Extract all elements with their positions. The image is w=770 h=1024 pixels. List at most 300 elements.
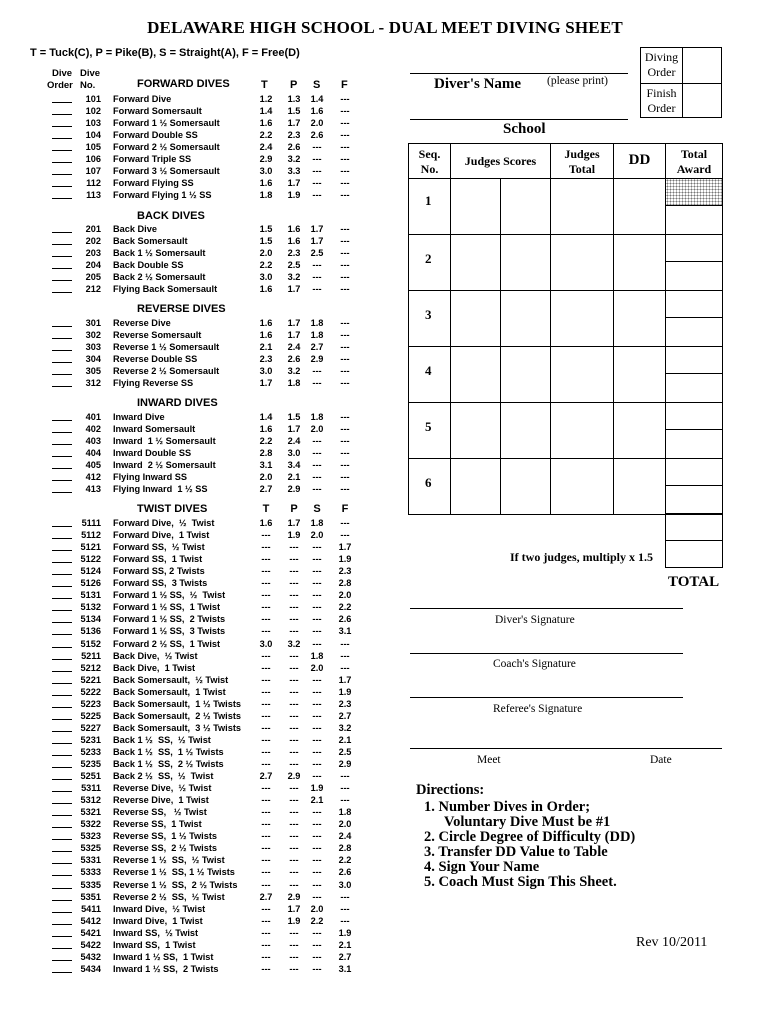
dd-free: 2.8: [338, 843, 352, 854]
diving-order-field[interactable]: [682, 47, 722, 84]
dive-name: Inward Double SS: [113, 448, 192, 459]
dive-order-blank[interactable]: [52, 114, 72, 115]
dd-pike: ---: [289, 746, 299, 757]
total-award-cell[interactable]: [665, 346, 723, 374]
dd-pike: 1.7: [287, 178, 301, 189]
dd-pike: 1.7: [287, 118, 301, 129]
dd-free: 1.9: [338, 927, 352, 938]
dd-tuck: 1.6: [259, 284, 273, 295]
dd-tuck: ---: [261, 626, 271, 637]
dd-pike: 3.2: [287, 154, 301, 165]
judges-total-cell[interactable]: [550, 402, 614, 459]
dive-number: 5152: [80, 638, 101, 649]
dive-number: 5132: [80, 602, 101, 613]
dive-order-blank[interactable]: [52, 232, 72, 233]
dive-number: 402: [85, 424, 101, 435]
dive-number: 5231: [80, 734, 101, 745]
dd-tuck: 2.0: [259, 472, 273, 483]
dive-order-blank[interactable]: [52, 719, 72, 720]
dive-number: 202: [85, 236, 101, 247]
dive-order-blank[interactable]: [52, 755, 72, 756]
dive-order-blank[interactable]: [52, 374, 72, 375]
table-bottom-line: [408, 514, 665, 515]
dive-order-blank[interactable]: [52, 492, 72, 493]
dive-number: 102: [85, 106, 101, 117]
judges-total-cell[interactable]: [550, 178, 614, 235]
dive-order-blank[interactable]: [52, 598, 72, 599]
dd-pike: 2.4: [287, 436, 301, 447]
dive-order-blank[interactable]: [52, 671, 72, 672]
dd-straight: ---: [312, 759, 322, 769]
dive-number: 5331: [80, 855, 101, 866]
dive-order-blank[interactable]: [52, 280, 72, 281]
dd-straight: 1.4: [310, 94, 324, 104]
date-label: Date: [650, 754, 672, 766]
dd-free: ---: [340, 915, 350, 926]
dive-order-blank[interactable]: [52, 803, 72, 804]
dive-order-blank[interactable]: [52, 743, 72, 744]
dive-order-blank[interactable]: [52, 839, 72, 840]
judge-score-1-cell[interactable]: [450, 178, 501, 235]
dive-order-blank[interactable]: [52, 268, 72, 269]
running-total-cell[interactable]: [665, 261, 723, 291]
twist-col-f-label: F: [341, 503, 349, 515]
dive-number: 107: [85, 166, 101, 177]
dive-order-blank[interactable]: [52, 924, 72, 925]
col-dive2-label: Dive: [80, 68, 101, 79]
dd-pike: 1.8: [287, 378, 301, 389]
dive-order-blank[interactable]: [52, 936, 72, 937]
dive-order-blank[interactable]: [52, 815, 72, 816]
dive-number: 5432: [80, 951, 101, 962]
dive-order-blank[interactable]: [52, 138, 72, 139]
dd-label: DD: [628, 152, 651, 168]
judges-total-cell[interactable]: [550, 346, 614, 403]
dd-pike: 2.9: [287, 891, 301, 902]
dive-number: 412: [85, 472, 101, 483]
dd-tuck: 2.0: [259, 248, 273, 259]
dd-free: 2.3: [338, 566, 352, 577]
dd-pike: 3.0: [287, 448, 301, 459]
dd-straight: ---: [312, 378, 322, 389]
judge-score-2-cell[interactable]: [500, 290, 551, 347]
dive-name: Flying Reverse SS: [113, 378, 194, 389]
judge-score-1-cell[interactable]: [450, 346, 501, 403]
running-total-cell[interactable]: [665, 485, 723, 515]
dd-cell[interactable]: [613, 346, 666, 403]
dd-tuck: ---: [261, 686, 271, 697]
dive-order-blank[interactable]: [52, 244, 72, 245]
dd-tuck: ---: [261, 650, 271, 661]
judge-score-1-cell[interactable]: [450, 458, 501, 515]
dd-cell[interactable]: [613, 402, 666, 459]
dive-order-blank[interactable]: [52, 948, 72, 949]
dive-number: 5321: [80, 807, 101, 818]
dd-free: ---: [340, 436, 350, 447]
dd-tuck: ---: [261, 903, 271, 914]
total-award-header-line1: Total: [680, 147, 708, 161]
dd-pike: ---: [289, 554, 299, 565]
dd-pike: 2.6: [287, 142, 301, 153]
dive-order-blank[interactable]: [52, 610, 72, 611]
dd-tuck: ---: [261, 698, 271, 709]
dive-name: Back 1 ½ SS, 1 ½ Twists: [113, 746, 224, 757]
dd-tuck: 1.4: [259, 412, 273, 422]
judges-total-cell[interactable]: [550, 234, 614, 291]
dd-free: 2.3: [338, 698, 352, 709]
dive-order-blank[interactable]: [52, 731, 72, 732]
dd-straight: ---: [312, 602, 322, 613]
dd-tuck: 2.1: [259, 342, 273, 353]
dd-tuck: ---: [261, 566, 271, 577]
total-award-cell[interactable]: [665, 290, 723, 318]
dive-name: Reverse SS, 1 ½ Twists: [113, 831, 218, 842]
dive-order-blank[interactable]: [52, 338, 72, 339]
dive-number: 403: [85, 436, 101, 447]
dd-tuck: 2.7: [259, 891, 273, 902]
dive-order-blank[interactable]: [52, 102, 72, 103]
judge-score-2-cell[interactable]: [500, 402, 551, 459]
dive-order-blank[interactable]: [52, 550, 72, 551]
dd-tuck: ---: [261, 867, 271, 878]
seq-number: 4: [425, 363, 432, 378]
dd-straight: ---: [312, 819, 322, 830]
dd-free: ---: [340, 378, 350, 389]
dd-free: ---: [340, 142, 350, 153]
dd-tuck: 2.7: [259, 771, 273, 782]
seq-cell: [408, 346, 451, 403]
dd-tuck: 2.4: [259, 142, 273, 153]
dive-name: Reverse SS, 2 ½ Twists: [113, 843, 218, 854]
dd-straight: ---: [312, 927, 322, 938]
dd-free: ---: [340, 118, 350, 129]
dive-number: 5322: [80, 819, 101, 830]
dd-pike: 3.4: [287, 460, 301, 471]
dive-name: Back Dive: [113, 224, 157, 234]
dd-pike: 1.7: [287, 318, 301, 328]
dd-pike: ---: [289, 927, 299, 938]
dd-cell[interactable]: [613, 458, 666, 515]
dive-name: Reverse 2 ½ Somersault: [113, 366, 220, 377]
dd-straight: 1.8: [310, 518, 324, 528]
dive-number: 312: [85, 378, 101, 389]
dd-tuck: 2.9: [259, 154, 273, 165]
dd-straight: ---: [312, 578, 322, 589]
dive-name: Reverse Dive, ½ Twist: [113, 783, 212, 794]
dive-order-blank[interactable]: [52, 827, 72, 828]
seq-cell: [408, 402, 451, 459]
dd-tuck: 3.0: [259, 366, 273, 377]
dd-free: 2.7: [338, 710, 352, 721]
school-line: [410, 119, 628, 120]
dive-order-blank[interactable]: [52, 386, 72, 387]
dive-order-blank[interactable]: [52, 791, 72, 792]
dd-straight: ---: [312, 698, 322, 709]
judge-score-1-cell[interactable]: [450, 290, 501, 347]
dd-pike: 3.2: [287, 638, 301, 649]
dd-straight: ---: [312, 626, 322, 637]
dive-order-blank[interactable]: [52, 863, 72, 864]
dd-pike: 1.6: [287, 224, 301, 234]
dive-name: Reverse 1 ½ Somersault: [113, 342, 220, 353]
finish-order-line1: Finish: [646, 86, 677, 100]
direction-2: 2. Circle Degree of Difficulty (DD): [424, 829, 636, 845]
dd-straight: 2.0: [310, 118, 324, 129]
total-award-cell[interactable]: [665, 458, 723, 486]
dd-tuck: ---: [261, 939, 271, 950]
seq-header-line1: Seq.: [418, 147, 441, 161]
judge-score-1-cell[interactable]: [450, 234, 501, 291]
total-award-header-line2: Award: [676, 162, 712, 176]
dive-order-blank[interactable]: [52, 150, 72, 151]
dd-free: ---: [340, 795, 350, 806]
dd-straight: 2.9: [310, 354, 324, 365]
dd-free: ---: [340, 248, 350, 259]
dive-order-blank[interactable]: [52, 634, 72, 635]
dive-order-blank[interactable]: [52, 851, 72, 852]
dive-number: 5311: [81, 783, 101, 794]
running-total-cell[interactable]: [665, 317, 723, 347]
dive-number: 5351: [80, 891, 101, 902]
dd-free: 1.7: [338, 674, 352, 685]
dd-tuck: ---: [261, 554, 271, 565]
seq-number: 6: [425, 475, 432, 490]
divers-signature-line[interactable]: [410, 608, 683, 609]
meet-date-line[interactable]: [410, 748, 722, 749]
dive-order-blank[interactable]: [52, 420, 72, 421]
dive-name: Flying Back Somersault: [113, 284, 218, 295]
dd-pike: 3.2: [287, 272, 301, 283]
dive-name: Reverse Double SS: [113, 354, 198, 365]
dd-free: ---: [340, 342, 350, 353]
two-judge-total-cell[interactable]: [665, 513, 723, 541]
dd-cell[interactable]: [613, 178, 666, 235]
dd-tuck: 2.2: [259, 260, 273, 271]
dd-tuck: 3.0: [259, 638, 273, 649]
section-title: REVERSE DIVES: [137, 303, 226, 315]
dive-order-blank[interactable]: [52, 162, 72, 163]
dive-order-blank[interactable]: [52, 562, 72, 563]
dive-name: Inward Somersault: [113, 424, 196, 435]
dive-order-blank[interactable]: [52, 960, 72, 961]
dive-order-blank[interactable]: [52, 326, 72, 327]
dive-order-blank[interactable]: [52, 186, 72, 187]
position-legend: T = Tuck(C), P = Pike(B), S = Straight(A), F = Free(D): [30, 47, 300, 59]
judge-score-2-cell[interactable]: [500, 178, 551, 235]
dd-free: ---: [340, 518, 350, 528]
col-order-label: Order: [47, 80, 73, 91]
dive-name: Reverse 1 ½ SS, ½ Twist: [113, 855, 225, 866]
dive-order-blank[interactable]: [52, 683, 72, 684]
dd-free: 1.7: [338, 542, 352, 553]
dive-order-blank[interactable]: [52, 350, 72, 351]
dive-order-blank[interactable]: [52, 174, 72, 175]
dive-number: 5122: [80, 554, 101, 565]
dd-cell[interactable]: [613, 290, 666, 347]
finish-order-line2: Order: [647, 101, 676, 115]
seq-cell: [408, 234, 451, 291]
section-title: FORWARD DIVES: [137, 78, 230, 90]
dive-order-blank[interactable]: [52, 292, 72, 293]
dive-order-blank[interactable]: [52, 707, 72, 708]
seq-cell: [408, 458, 451, 515]
judges-total-cell[interactable]: [550, 458, 614, 515]
dive-order-blank[interactable]: [52, 972, 72, 973]
dd-pike: ---: [289, 759, 299, 769]
dive-number: 5412: [80, 915, 101, 926]
dd-free: ---: [340, 530, 350, 541]
dd-tuck: ---: [261, 746, 271, 757]
dive-number: 212: [85, 284, 101, 295]
dive-name: Reverse 1 ½ SS, 2 ½ Twists: [113, 879, 238, 890]
dive-order-blank[interactable]: [52, 574, 72, 575]
dive-order-blank[interactable]: [52, 586, 72, 587]
running-total-cell[interactable]: [665, 429, 723, 459]
seq-header: [408, 143, 451, 179]
dive-number: 5421: [80, 927, 101, 938]
dd-tuck: 1.5: [259, 236, 273, 247]
dd-free: ---: [340, 330, 350, 341]
dd-pike: ---: [289, 698, 299, 709]
dive-number: 5222: [80, 686, 101, 697]
dd-pike: ---: [289, 939, 299, 950]
dive-number: 5227: [80, 722, 101, 733]
dive-name: Forward SS, ½ Twist: [113, 542, 205, 553]
dd-straight: ---: [312, 166, 322, 177]
judge-score-2-cell[interactable]: [500, 234, 551, 291]
dd-straight: 1.9: [310, 783, 324, 794]
dd-straight: 2.0: [310, 903, 324, 914]
dive-order-blank[interactable]: [52, 362, 72, 363]
revision-label: Rev 10/2011: [636, 935, 708, 950]
judge-score-2-cell[interactable]: [500, 458, 551, 515]
dive-number: 103: [85, 118, 101, 129]
dive-name: Forward Dive, 1 Twist: [113, 530, 210, 541]
total-award-cell[interactable]: [665, 402, 723, 430]
dd-straight: ---: [312, 674, 322, 685]
dd-straight: 2.2: [310, 915, 324, 926]
dive-order-blank[interactable]: [52, 256, 72, 257]
dive-order-blank[interactable]: [52, 480, 72, 481]
dive-order-blank[interactable]: [52, 468, 72, 469]
dive-number: 303: [85, 342, 101, 353]
page-title: DELAWARE HIGH SCHOOL - DUAL MEET DIVING SHEET: [147, 18, 623, 37]
total-award-cell[interactable]: [665, 178, 723, 206]
dd-tuck: ---: [261, 879, 271, 890]
dd-tuck: 1.8: [259, 190, 273, 201]
judge-score-1-cell[interactable]: [450, 402, 501, 459]
dive-name: Back Somersault, ½ Twist: [113, 674, 229, 685]
dive-order-blank[interactable]: [52, 622, 72, 623]
running-total-cell[interactable]: [665, 373, 723, 403]
referees-signature-line[interactable]: [410, 697, 683, 698]
direction-5: 5. Coach Must Sign This Sheet.: [424, 874, 617, 890]
dd-free: 2.7: [338, 951, 352, 962]
dd-free: ---: [340, 638, 350, 649]
dd-free: ---: [340, 106, 350, 117]
twist-col-p-label: P: [290, 503, 298, 515]
dd-free: 3.0: [338, 879, 352, 890]
judge-score-2-cell[interactable]: [500, 346, 551, 403]
dd-straight: ---: [312, 260, 322, 271]
total-award-cell[interactable]: [665, 234, 723, 262]
dd-straight: 2.0: [310, 662, 324, 673]
dive-order-blank[interactable]: [52, 538, 72, 539]
dd-straight: 1.7: [310, 224, 324, 234]
dive-number: 5221: [80, 674, 101, 685]
coachs-signature-line[interactable]: [410, 653, 683, 654]
running-total-cell[interactable]: [665, 205, 723, 235]
dd-straight: ---: [312, 436, 322, 447]
dd-straight: ---: [312, 855, 322, 866]
dive-order-blank[interactable]: [52, 126, 72, 127]
dd-cell[interactable]: [613, 234, 666, 291]
dive-order-blank[interactable]: [52, 456, 72, 457]
finish-order-field[interactable]: [682, 83, 722, 118]
dd-tuck: ---: [261, 855, 271, 866]
dive-number: 5211: [81, 650, 101, 661]
dive-order-blank[interactable]: [52, 779, 72, 780]
dd-free: 2.6: [338, 614, 352, 625]
total-award-header: [665, 143, 723, 179]
dd-free: 3.1: [338, 626, 352, 637]
dd-straight: ---: [312, 939, 322, 950]
dive-order-blank[interactable]: [52, 198, 72, 199]
dive-number: 413: [85, 484, 101, 495]
dive-number: 305: [85, 366, 101, 377]
dive-order-blank[interactable]: [52, 912, 72, 913]
dive-number: 5225: [80, 710, 101, 721]
dd-free: 2.5: [338, 746, 352, 757]
dive-order-blank[interactable]: [52, 444, 72, 445]
dd-tuck: 3.0: [259, 166, 273, 177]
dd-free: 2.6: [338, 867, 352, 878]
dive-name: Inward 1 ½ SS, 1 Twist: [113, 951, 214, 962]
dive-name: Forward Double SS: [113, 130, 198, 141]
dive-order-blank[interactable]: [52, 875, 72, 876]
school-label: School: [503, 121, 546, 137]
dive-number: 5223: [80, 698, 101, 709]
dive-name: Forward Flying SS: [113, 178, 194, 189]
dive-order-blank[interactable]: [52, 432, 72, 433]
judges-total-cell[interactable]: [550, 290, 614, 347]
dd-free: ---: [340, 484, 350, 495]
dive-order-blank[interactable]: [52, 888, 72, 889]
dive-name: Forward Dive, ½ Twist: [113, 518, 215, 528]
grand-total-cell[interactable]: [665, 540, 723, 568]
dive-order-blank[interactable]: [52, 647, 72, 648]
dive-name: Forward Flying 1 ½ SS: [113, 190, 212, 201]
dive-number: 5434: [80, 963, 101, 974]
dive-order-blank[interactable]: [52, 767, 72, 768]
dd-pike: 2.1: [287, 472, 301, 483]
dd-pike: ---: [289, 879, 299, 890]
seq-cell: [408, 290, 451, 347]
dd-straight: 2.6: [310, 130, 324, 141]
dive-order-blank[interactable]: [52, 695, 72, 696]
dive-order-blank[interactable]: [52, 659, 72, 660]
dd-straight: ---: [312, 722, 322, 733]
dd-tuck: 3.0: [259, 272, 273, 283]
dive-order-blank[interactable]: [52, 526, 72, 527]
dive-name: Back Dive, ½ Twist: [113, 650, 198, 661]
dd-pike: ---: [289, 626, 299, 637]
dive-number: 5335: [80, 879, 101, 890]
dive-number: 5235: [80, 759, 101, 769]
dive-number: 5112: [81, 530, 101, 541]
judges-total-header-line2: Total: [568, 162, 596, 176]
dive-order-blank[interactable]: [52, 900, 72, 901]
